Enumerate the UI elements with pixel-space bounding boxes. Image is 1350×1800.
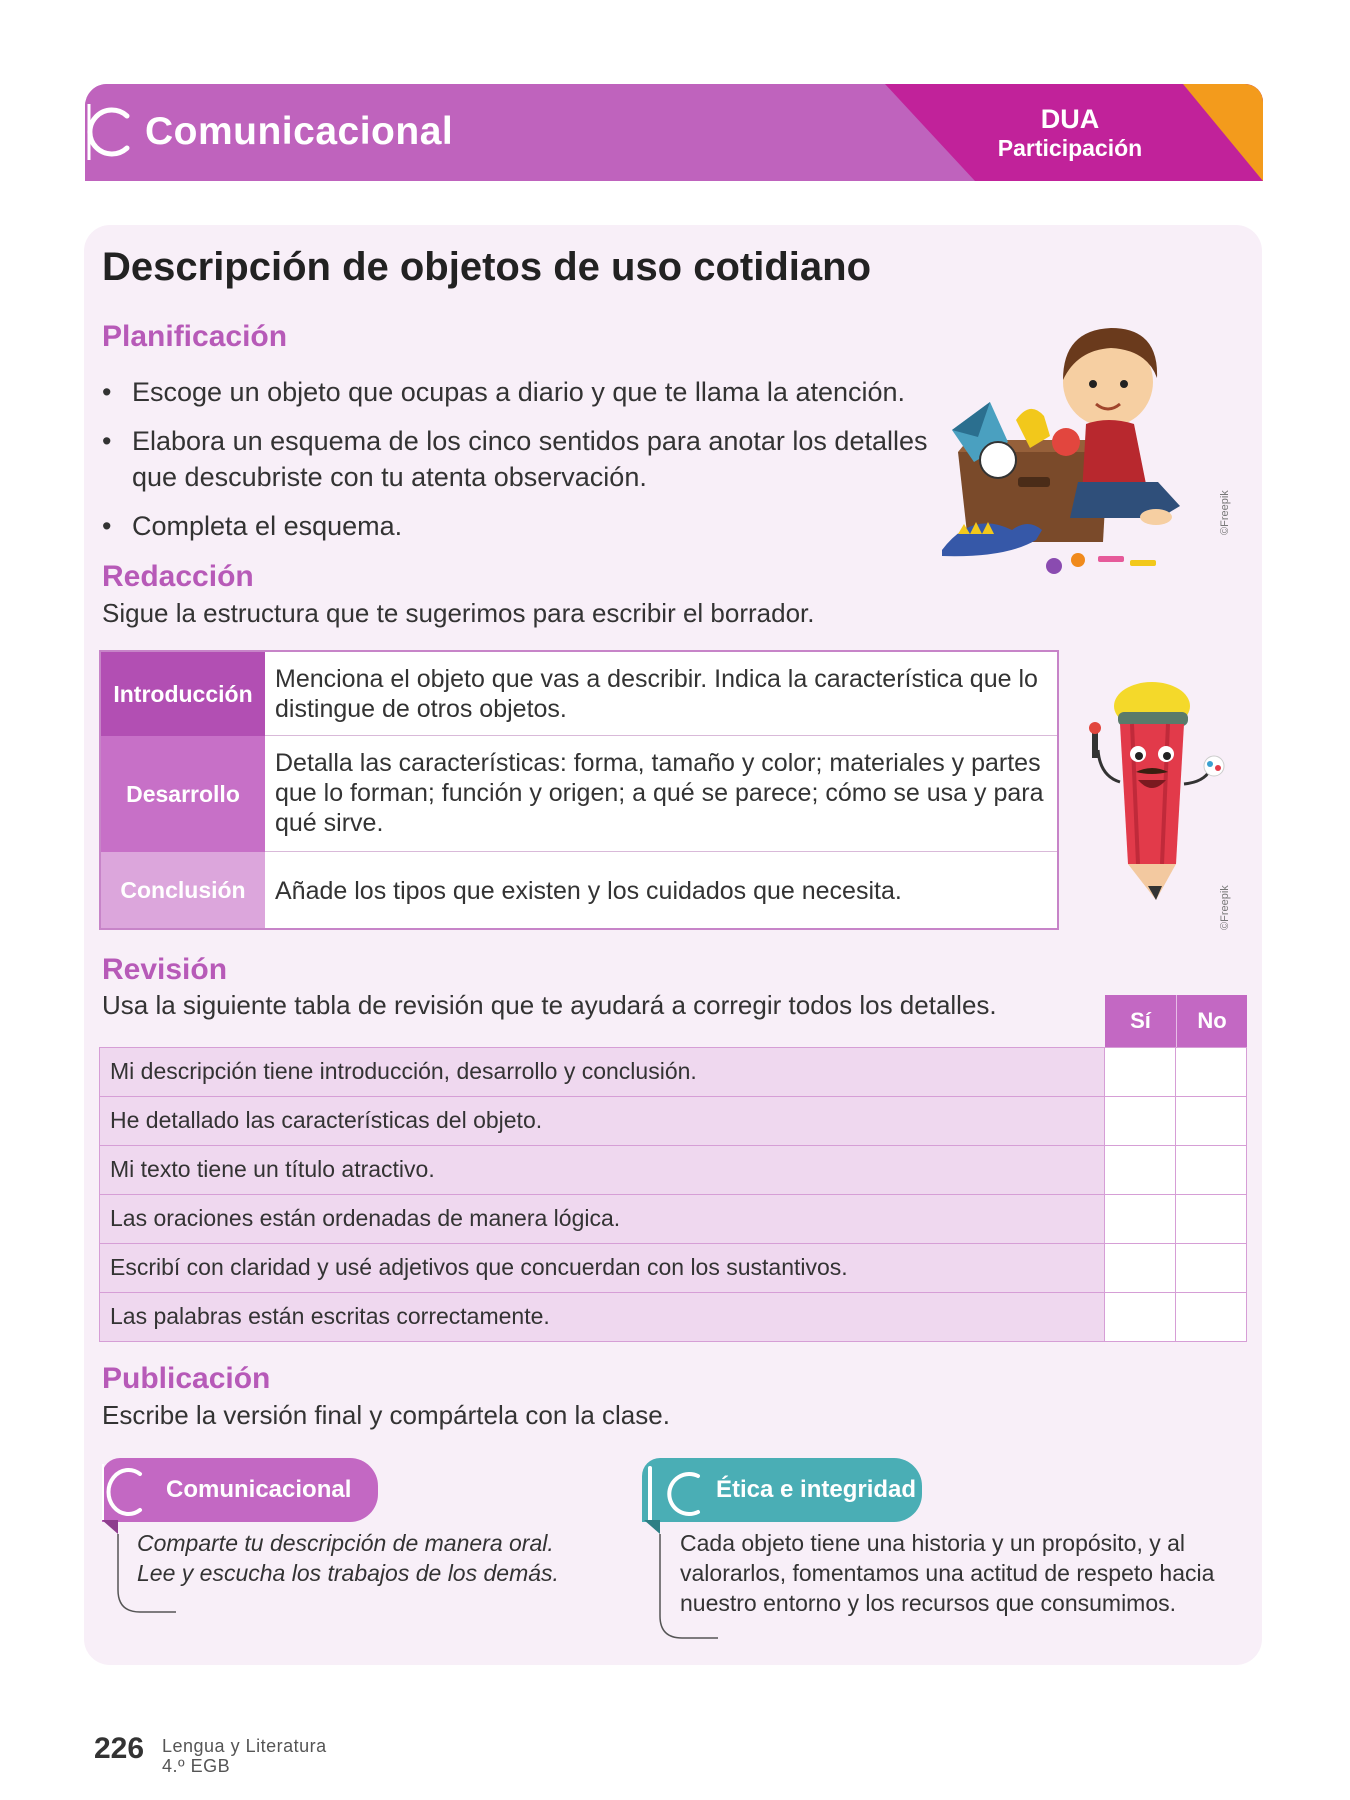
table-row (99, 1293, 1247, 1342)
pencil-character-illustration (1072, 672, 1232, 912)
revision-item: Las oraciones están ordenadas de manera lógica. (99, 1195, 1105, 1243)
no-cell[interactable] (1176, 1048, 1247, 1096)
yes-cell[interactable] (1105, 1146, 1176, 1194)
table-row (101, 736, 1057, 852)
revision-item: Mi descripción tiene introducción, desarrollo y conclusión. (99, 1048, 1105, 1096)
revision-item: Las palabras están escritas correctamente. (99, 1293, 1105, 1341)
yes-cell[interactable] (1105, 1097, 1176, 1145)
left-box-line1: Comparte tu descripción de manera oral. (137, 1530, 554, 1556)
dua-badge (990, 104, 1150, 162)
revision-item: Escribí con claridad y usé adjetivos que concuerdan con los sustantivos. (99, 1244, 1105, 1292)
table-row (99, 1195, 1247, 1244)
structure-table (99, 650, 1059, 930)
tag-label: Ética e integridad (716, 1476, 917, 1503)
row-label: Desarrollo (101, 736, 265, 852)
list-item: • Elabora un esquema de los cinco sentidos para anotar los detalles que descubriste con tu atenta observación. (102, 423, 932, 495)
right-box-line3: nuestro entorno y los recursos que consumimos. (680, 1590, 1177, 1616)
image-credit: ©Freepik (1219, 490, 1231, 535)
dua-label: DUA (1040, 104, 1100, 134)
yes-cell[interactable] (1105, 1048, 1176, 1096)
comunicacional-tag-icon (100, 1460, 152, 1526)
revision-instructions: Usa la siguiente tabla de revisión que te ayudará a corregir todos los detalles. (102, 990, 997, 1020)
draft-instructions: Sigue la estructura que te sugerimos para escribir el borrador. (102, 598, 815, 628)
planning-list (102, 374, 932, 557)
table-row (99, 1244, 1247, 1293)
child-toybox-illustration (938, 312, 1198, 592)
draft-heading: Redacción (102, 560, 254, 593)
planning-heading: Planificación (102, 320, 288, 353)
table-row (99, 1146, 1247, 1195)
row-text: Menciona el objeto que vas a describir. Indica la característica que lo distingue de otros objetos. (265, 652, 1057, 736)
publication-instructions: Escribe la versión final y compártela con la clase. (102, 1400, 670, 1430)
row-text: Añade los tipos que existen y los cuidados que necesita. (275, 877, 902, 905)
page-number: 226 (94, 1732, 145, 1765)
table-row (101, 852, 1057, 928)
yes-cell[interactable] (1105, 1293, 1176, 1341)
right-box-line1: Cada objeto tiene una historia y un propósito, y al (680, 1530, 1186, 1556)
left-box-line2: Lee y escucha los trabajos de los demás. (137, 1560, 559, 1586)
yes-cell[interactable] (1105, 1195, 1176, 1243)
no-cell[interactable] (1176, 1293, 1247, 1341)
comunicacional-logo-icon (85, 102, 137, 162)
page-title: Descripción de objetos de uso cotidiano (102, 245, 872, 289)
publication-heading: Publicación (102, 1362, 271, 1395)
no-cell[interactable] (1176, 1195, 1247, 1243)
banner-title: Comunicacional (145, 110, 454, 153)
list-item: • Escoge un objeto que ocupas a diario y que te llama la atención. (102, 374, 932, 410)
no-cell[interactable] (1176, 1097, 1247, 1145)
revision-table (99, 1047, 1247, 1342)
subject-label: Lengua y Literatura (162, 1736, 327, 1756)
row-label: Conclusión (101, 852, 265, 928)
no-cell[interactable] (1176, 1244, 1247, 1292)
etica-tag-icon (644, 1462, 710, 1526)
revision-item: Mi texto tiene un título atractivo. (99, 1146, 1105, 1194)
yes-cell[interactable] (1105, 1244, 1176, 1292)
row-text: Detalla las características: forma, tamaño y color; materiales y partes que lo forman; función y origen; a qué se parece; cómo se usa y para qué sirve. (265, 736, 1057, 852)
row-label: Introducción (101, 652, 265, 736)
right-box-line2: valorarlos, fomentamos una actitud de respeto hacia (680, 1560, 1215, 1586)
revision-heading: Revisión (102, 953, 228, 986)
table-row (99, 1048, 1247, 1097)
revision-item: He detallado las características del objeto. (99, 1097, 1105, 1145)
section-banner (85, 84, 1263, 181)
dua-sublabel: Participación (997, 135, 1143, 161)
column-header-no: No (1176, 995, 1247, 1047)
list-item: • Completa el esquema. (102, 508, 932, 544)
tag-label: Comunicacional (166, 1476, 352, 1503)
grade-label: 4.º EGB (162, 1756, 231, 1776)
image-credit: ©Freepik (1219, 885, 1231, 930)
table-row (101, 652, 1057, 736)
column-header-yes: Sí (1105, 995, 1176, 1047)
no-cell[interactable] (1176, 1146, 1247, 1194)
table-row (99, 1097, 1247, 1146)
